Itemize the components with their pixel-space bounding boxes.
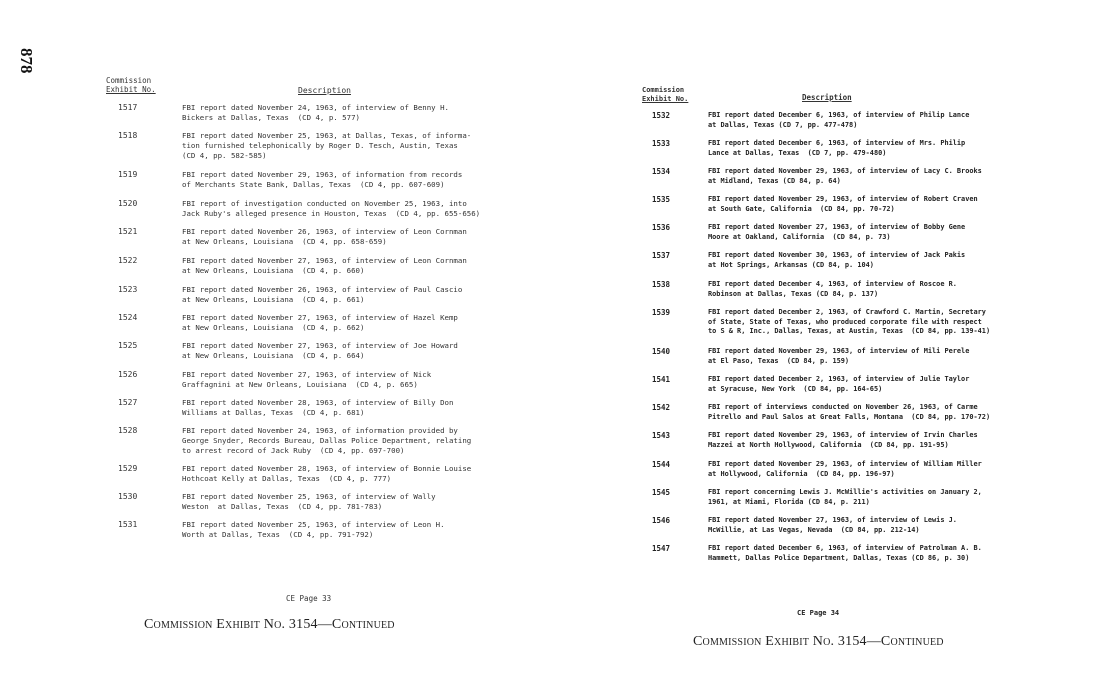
description-line: FBI report concerning Lewis J. McWillie's activities on January 2, <box>708 488 982 496</box>
exhibit-description <box>708 460 982 479</box>
description-line: to S & R, Inc., Dallas, Texas, at Austin, Texas (CD 84, pp. 139-41) <box>708 327 991 335</box>
description-line: FBI report dated November 29, 1963, of information from records <box>182 170 463 179</box>
description-line: at Hollywood, California (CD 84, pp. 196-97) <box>708 469 895 478</box>
exhibit-description <box>182 398 453 418</box>
exhibit-description <box>708 308 990 337</box>
description-line: FBI report dated November 27, 1963, of interview of Lewis J. <box>708 516 957 524</box>
description-line: FBI report dated November 27, 1963, of interview of Bobby Gene <box>708 223 966 231</box>
description-line: at New Orleans, Louisiana (CD 4, pp. 658-659) <box>182 237 387 246</box>
description-line: (CD 4, pp. 582-585) <box>182 151 267 160</box>
exhibit-number: 1519 <box>118 170 138 179</box>
description-line: FBI report dated December 6, 1963, of interview of Patrolman A. B. <box>708 544 982 552</box>
description-line: at Syracuse, New York (CD 84, pp. 164-65) <box>708 384 883 393</box>
exhibit-number: 1535 <box>652 195 671 204</box>
right-header-line1: Commission <box>642 86 685 94</box>
left-header-description: Description <box>298 86 351 95</box>
description-line: at New Orleans, Louisiana (CD 4, p. 660) <box>182 266 365 275</box>
exhibit-number: 1521 <box>118 227 138 236</box>
description-line: Weston at Dallas, Texas (CD 4, pp. 781-783) <box>182 502 383 511</box>
description-line: FBI report dated November 26, 1963, of interview of Leon Cornman <box>182 227 467 236</box>
description-line: Bickers at Dallas, Texas (CD 4, p. 577) <box>182 113 360 122</box>
exhibit-number: 1543 <box>652 431 671 440</box>
description-line: FBI report dated November 29, 1963, of interview of Mili Perele <box>708 347 970 355</box>
description-line: at South Gate, California (CD 84, pp. 70-72) <box>708 204 895 213</box>
description-line: FBI report dated November 27, 1963, of interview of Nick <box>182 370 432 379</box>
exhibit-number: 1533 <box>652 139 671 148</box>
description-line: at New Orleans, Louisiana (CD 4, p. 664) <box>182 351 365 360</box>
exhibit-number: 1532 <box>652 111 671 120</box>
description-line: Pitrello and Paul Salos at Great Falls, Montana (CD 84, pp. 170-72) <box>708 412 991 421</box>
exhibit-description <box>708 280 957 299</box>
exhibit-number: 1530 <box>118 492 138 501</box>
exhibit-number: 1536 <box>652 223 671 232</box>
description-line: of State, State of Texas, who produced corporate file with respect <box>708 317 982 326</box>
exhibit-number: 1541 <box>652 375 671 384</box>
description-line: at New Orleans, Louisiana (CD 4, p. 662) <box>182 323 365 332</box>
exhibit-description <box>708 347 969 366</box>
exhibit-description <box>708 544 982 563</box>
exhibit-number: 1529 <box>118 464 138 473</box>
description-line: Hothcoat Kelly at Dallas, Texas (CD 4, p. 777) <box>182 474 392 483</box>
description-line: FBI report dated November 24, 1963, of information provided by <box>182 426 458 435</box>
exhibit-description <box>182 103 449 123</box>
page-number: 878 <box>17 48 36 74</box>
exhibit-description <box>182 464 471 484</box>
exhibit-description <box>182 313 458 333</box>
description-line: FBI report dated November 26, 1963, of interview of Paul Cascio <box>182 285 463 294</box>
description-line: FBI report dated November 27, 1963, of interview of Hazel Kemp <box>182 313 458 322</box>
description-line: FBI report dated November 25, 1963, at Dallas, Texas, of informa- <box>182 131 472 140</box>
exhibit-number: 1526 <box>118 370 138 379</box>
exhibit-description <box>182 170 462 190</box>
description-line: at El Paso, Texas (CD 84, p. 159) <box>708 356 850 365</box>
description-line: 1961, at Miami, Florida (CD 84, p. 211) <box>708 497 870 506</box>
exhibit-description <box>708 195 978 214</box>
description-line: FBI report dated November 30, 1963, of interview of Jack Pakis <box>708 251 966 259</box>
exhibit-number: 1538 <box>652 280 671 289</box>
left-header-line2: Exhibit No. <box>106 85 156 94</box>
description-line: FBI report dated November 29, 1963, of interview of Irvin Charles <box>708 431 978 439</box>
description-line: FBI report dated December 2, 1963, of Crawford C. Martin, Secretary <box>708 308 986 316</box>
description-line: FBI report dated December 6, 1963, of interview of Philip Lance <box>708 111 970 119</box>
exhibit-number: 1523 <box>118 285 138 294</box>
description-line: FBI report dated November 27, 1963, of interview of Leon Cornman <box>182 256 467 265</box>
right-header-description: Description <box>802 93 852 102</box>
description-line: FBI report dated November 29, 1963, of interview of William Miller <box>708 460 982 468</box>
description-line: FBI report dated November 29, 1963, of interview of Lacy C. Brooks <box>708 167 982 175</box>
description-line: FBI report dated November 24, 1963, of interview of Benny H. <box>182 103 449 112</box>
exhibit-number: 1542 <box>652 403 671 412</box>
exhibit-description <box>182 341 458 361</box>
right-ce-page: CE Page 34 <box>797 609 840 617</box>
exhibit-description <box>182 370 431 390</box>
exhibit-description <box>708 431 978 450</box>
exhibit-description <box>708 111 969 130</box>
exhibit-number: 1527 <box>118 398 138 407</box>
exhibit-number: 1547 <box>652 544 671 553</box>
exhibit-number: 1534 <box>652 167 671 176</box>
description-line: FBI report dated November 28, 1963, of interview of Billy Don <box>182 398 454 407</box>
description-line: FBI report dated November 25, 1963, of interview of Leon H. <box>182 520 445 529</box>
exhibit-description <box>708 516 957 535</box>
exhibit-description <box>182 256 467 276</box>
description-line: of Merchants State Bank, Dallas, Texas (CD 4, pp. 607-609) <box>182 180 445 189</box>
exhibit-description <box>708 375 969 394</box>
description-line: Worth at Dallas, Texas (CD 4, pp. 791-792) <box>182 530 374 539</box>
exhibit-description <box>182 227 467 247</box>
left-footer-caption: Commission Exhibit No. 3154—Continued <box>144 617 395 632</box>
exhibit-description <box>708 251 965 270</box>
description-line: FBI report dated November 27, 1963, of interview of Joe Howard <box>182 341 458 350</box>
exhibit-number: 1528 <box>118 426 138 435</box>
exhibit-description <box>182 426 471 456</box>
exhibit-description <box>708 488 982 507</box>
exhibit-number: 1546 <box>652 516 671 525</box>
description-line: FBI report dated November 28, 1963, of interview of Bonnie Louise <box>182 464 472 473</box>
description-line: Graffagnini at New Orleans, Louisiana (CD 4, p. 665) <box>182 380 418 389</box>
exhibit-number: 1517 <box>118 103 138 112</box>
exhibit-number: 1531 <box>118 520 138 529</box>
right-header-exhibit-no <box>642 86 688 104</box>
description-line: George Snyder, Records Bureau, Dallas Police Department, relating <box>182 436 472 445</box>
description-line: FBI report dated December 4, 1963, of interview of Roscoe R. <box>708 280 957 288</box>
description-line: FBI report of interviews conducted on November 26, 1963, of Carme <box>708 403 978 411</box>
exhibit-description <box>708 167 982 186</box>
exhibit-number: 1522 <box>118 256 138 265</box>
description-line: FBI report dated November 25, 1963, of interview of Wally <box>182 492 436 501</box>
exhibit-number: 1540 <box>652 347 671 356</box>
right-header-line2: Exhibit No. <box>642 95 689 103</box>
exhibit-number: 1545 <box>652 488 671 497</box>
description-line: FBI report dated December 2, 1963, of interview of Julie Taylor <box>708 375 970 383</box>
left-header-line1: Commission <box>106 76 152 85</box>
description-line: McWillie, at Las Vegas, Nevada (CD 84, pp. 212-14) <box>708 525 920 534</box>
exhibit-description <box>708 223 965 242</box>
right-footer-caption: Commission Exhibit No. 3154—Continued <box>693 634 944 649</box>
description-line: Jack Ruby's alleged presence in Houston, Texas (CD 4, pp. 655-656) <box>182 209 481 218</box>
description-line: Williams at Dallas, Texas (CD 4, p. 681) <box>182 408 365 417</box>
description-line: Robinson at Dallas, Texas (CD 84, p. 137) <box>708 289 879 298</box>
description-line: at New Orleans, Louisiana (CD 4, p. 661) <box>182 295 365 304</box>
exhibit-number: 1539 <box>652 308 671 317</box>
description-line: FBI report dated December 6, 1963, of interview of Mrs. Philip <box>708 139 966 147</box>
exhibit-number: 1544 <box>652 460 671 469</box>
exhibit-description <box>182 285 462 305</box>
exhibit-number: 1525 <box>118 341 138 350</box>
description-line: Moore at Oakland, California (CD 84, p. 73) <box>708 232 891 241</box>
exhibit-description <box>182 492 436 512</box>
exhibit-description <box>182 131 471 161</box>
description-line: Lance at Dallas, Texas (CD 7, pp. 479-480) <box>708 148 887 157</box>
exhibit-description <box>708 139 965 158</box>
exhibit-number: 1518 <box>118 131 138 140</box>
description-line: at Midland, Texas (CD 84, p. 64) <box>708 176 841 185</box>
description-line: Hammett, Dallas Police Department, Dallas, Texas (CD 86, p. 30) <box>708 553 970 562</box>
description-line: FBI report dated November 29, 1963, of interview of Robert Craven <box>708 195 978 203</box>
description-line: Mazzei at North Hollywood, California (CD 84, pp. 191-95) <box>708 440 949 449</box>
left-ce-page: CE Page 33 <box>286 594 332 603</box>
description-line: FBI report of investigation conducted on November 25, 1963, into <box>182 199 467 208</box>
left-header-exhibit-no <box>106 76 156 94</box>
exhibit-number: 1524 <box>118 313 138 322</box>
description-line: tion furnished telephonically by Roger D. Tesch, Austin, Texas <box>182 141 458 150</box>
description-line: at Dallas, Texas (CD 7, pp. 477-478) <box>708 120 858 129</box>
exhibit-description <box>708 403 990 422</box>
exhibit-description <box>182 520 445 540</box>
description-line: at Hot Springs, Arkansas (CD 84, p. 104) <box>708 260 874 269</box>
exhibit-number: 1537 <box>652 251 671 260</box>
description-line: to arrest record of Jack Ruby (CD 4, pp. 697-700) <box>182 446 405 455</box>
exhibit-description <box>182 199 480 219</box>
exhibit-number: 1520 <box>118 199 138 208</box>
